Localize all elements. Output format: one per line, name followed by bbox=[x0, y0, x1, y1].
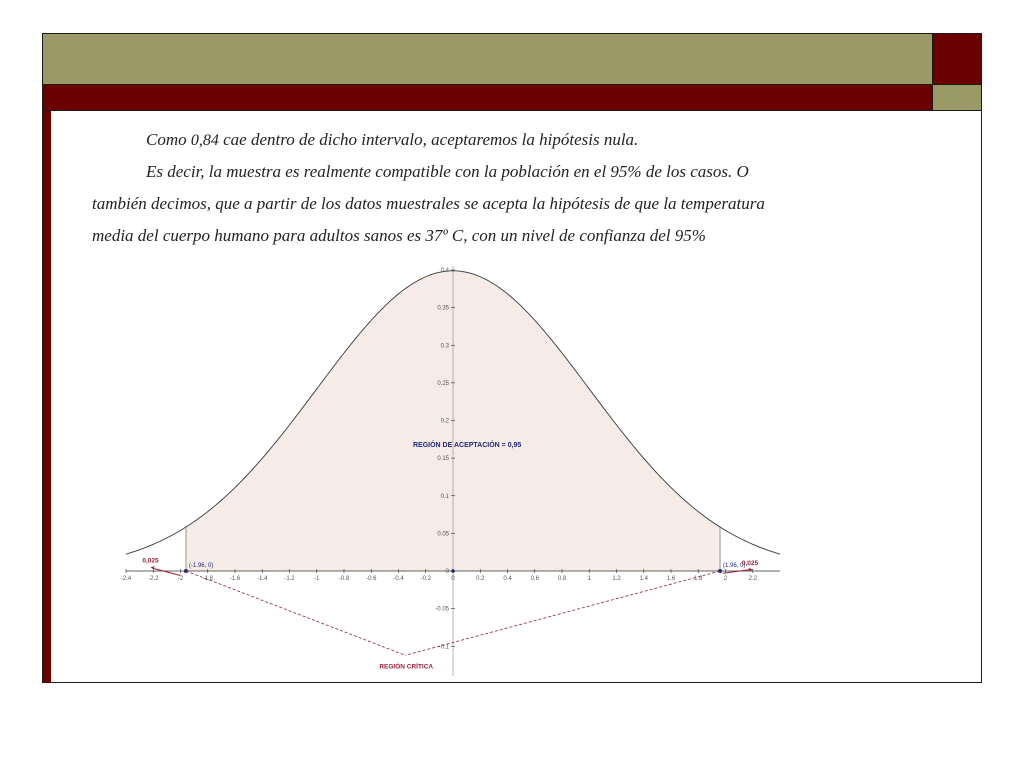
statistic-value: 0,84 bbox=[190, 132, 219, 149]
y-tick-label: 0.3 bbox=[440, 343, 449, 350]
x-tick-label: -0.4 bbox=[393, 576, 404, 582]
x-tick-label: 1.6 bbox=[666, 576, 676, 582]
y-tick-label: 0.1 bbox=[440, 493, 449, 500]
paragraph-line-1 bbox=[146, 130, 638, 150]
normal-distribution-chart bbox=[120, 258, 790, 680]
x-tick-label: -2 bbox=[177, 576, 184, 582]
x-tick-label: 0.6 bbox=[530, 576, 539, 582]
x-tick-label: -1 bbox=[314, 576, 320, 582]
x-tick-label: 2.2 bbox=[748, 576, 757, 582]
y-tick-label: 0.05 bbox=[437, 531, 449, 538]
paragraph-line-3: también decimos, que a partir de los datos muestrales se acepta la hipótesis de que la temperatura bbox=[92, 194, 765, 213]
x-tick-label: 0.2 bbox=[476, 576, 485, 582]
y-tick-label: -0.1 bbox=[438, 644, 449, 651]
x-tick-label: 0.4 bbox=[503, 576, 512, 582]
x-tick-label: -0.8 bbox=[338, 576, 350, 582]
x-tick-label: 1.8 bbox=[694, 576, 703, 582]
origin-point bbox=[451, 569, 455, 573]
x-tick-label: -0.2 bbox=[420, 576, 431, 582]
x-tick-label: 0.8 bbox=[557, 576, 567, 582]
x-tick-label: 1 bbox=[587, 576, 591, 582]
x-tick-label: -1.6 bbox=[229, 576, 241, 582]
y-tick-label: 0 bbox=[445, 569, 449, 575]
right-tail-label: 0,025 bbox=[741, 559, 759, 567]
x-tick-label: -0.6 bbox=[366, 576, 377, 582]
x-tick-label: -1.8 bbox=[202, 576, 213, 582]
acceptance-region-label: REGIÓN DE ACEPTACIÓN = 0,95 bbox=[413, 441, 522, 449]
y-tick-label: 0.15 bbox=[437, 456, 449, 463]
critical-line-left bbox=[186, 571, 405, 655]
header-olive-square bbox=[932, 85, 981, 111]
line1-prefix: Como bbox=[146, 130, 191, 149]
chart-svg bbox=[120, 258, 790, 680]
left-tail-arrow bbox=[153, 568, 180, 575]
y-tick-label: 0.35 bbox=[437, 305, 449, 312]
y-tick-label: 0.25 bbox=[437, 380, 449, 387]
x-tick-label: 0 bbox=[451, 576, 455, 582]
left-tail-label: 0,025 bbox=[142, 557, 159, 565]
x-tick-label: -1.4 bbox=[257, 576, 268, 582]
x-tick-label: 2 bbox=[723, 576, 728, 582]
x-tick-label: -2.4 bbox=[120, 576, 132, 582]
critical-region-label: REGIÓN CRÍTICA bbox=[379, 663, 434, 671]
left-accent-stripe bbox=[43, 111, 51, 683]
y-tick-label: 0.2 bbox=[440, 418, 449, 425]
left-point-label: (-1.96, 0) bbox=[188, 563, 214, 569]
x-tick-label: 1.4 bbox=[639, 576, 648, 582]
line1-suffix: cae dentro de dicho intervalo, aceptaremos la hipótesis nula. bbox=[218, 130, 639, 149]
x-tick-label: 1.2 bbox=[612, 576, 621, 582]
critical-line-right bbox=[405, 571, 720, 655]
header-maroon-bar bbox=[43, 85, 932, 111]
right-tail-arrow bbox=[723, 570, 750, 574]
header-maroon-square bbox=[932, 34, 981, 85]
paragraph-line-2: Es decir, la muestra es realmente compatible con la población en el 95% de los casos. O bbox=[146, 162, 749, 181]
y-tick-label: -0.05 bbox=[435, 606, 449, 613]
paragraph-line-4: media del cuerpo humano para adultos sanos es 37º C, con un nivel de confianza del 95% bbox=[92, 226, 706, 245]
x-tick-label: -2.2 bbox=[148, 576, 159, 582]
y-tick-label: 0.4 bbox=[440, 268, 449, 274]
header-olive-bar bbox=[43, 34, 932, 85]
right-point-label: (1.96, 0) bbox=[723, 563, 746, 569]
x-tick-label: -1.2 bbox=[284, 576, 295, 582]
